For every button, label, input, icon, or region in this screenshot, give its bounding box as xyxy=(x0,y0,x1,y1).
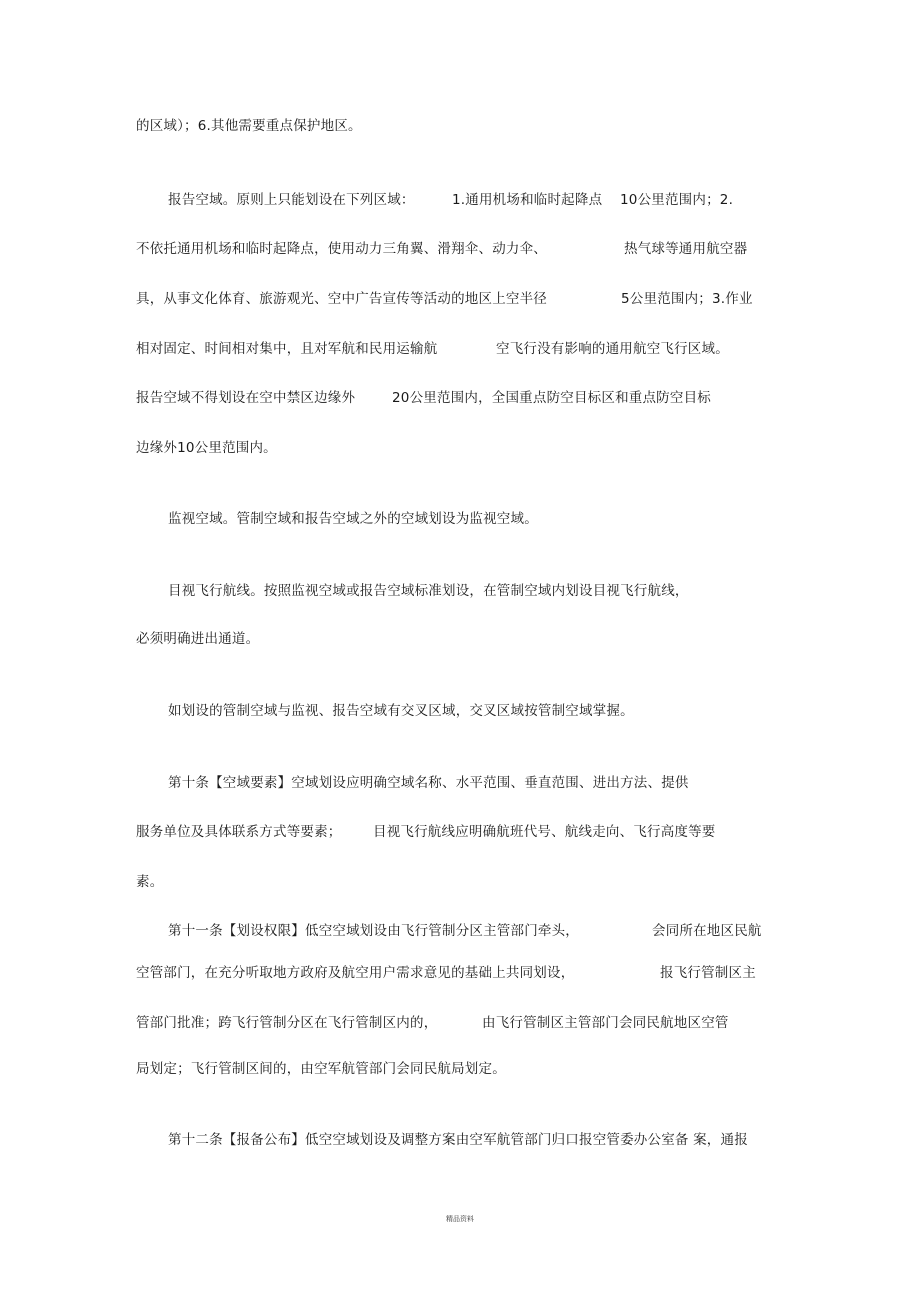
text-line: 20公里范围内，全国重点防空目标区和重点防空目标 xyxy=(392,390,711,406)
text-line: 10公里范围内；2. xyxy=(620,192,734,208)
text-line: 局划定；飞行管制区间的，由空军航管部门会同民航局划定。 xyxy=(136,1061,506,1077)
text-line: 服务单位及具体联系方式等要素； xyxy=(136,824,342,840)
text-line: 报飞行管制区主 xyxy=(660,965,756,981)
text-line: 边缘外10公里范围内。 xyxy=(136,440,277,456)
text-line: 空管部门，在充分听取地方政府及航空用户需求意见的基础上共同划设， xyxy=(136,965,575,981)
text-line: 管部门批准；跨飞行管制分区在飞行管制区内的， xyxy=(136,1015,438,1031)
text-line: 由飞行管制区主管部门会同民航地区空管 xyxy=(482,1015,729,1031)
text-line: 第十一条【划设权限】低空空域划设由飞行管制分区主管部门牵头， xyxy=(168,923,579,939)
text-line: 不依托通用机场和临时起降点，使用动力三角翼、滑翔伞、动力伞、 xyxy=(136,241,547,257)
text-line: 第十二条【报备公布】低空空域划设及调整方案由空军航管部门归口报空管委办公室备 案，通报 xyxy=(168,1132,748,1148)
text-line: 热气球等通用航空器 xyxy=(624,241,748,257)
text-line: 的区域）；6.其他需要重点保护地区。 xyxy=(136,118,362,134)
text-line: 必须明确进出通道。 xyxy=(136,631,260,647)
text-line: 目视飞行航线。按照监视空域或报告空域标准划设，在管制空域内划设目视飞行航线， xyxy=(168,583,689,599)
text-line: 报告空域。原则上只能划设在下列区域： xyxy=(168,192,415,208)
text-line: 监视空域。管制空域和报告空域之外的空域划设为监视空域。 xyxy=(168,511,538,527)
text-line: 会同所在地区民航 xyxy=(652,923,762,939)
page-footer: 精品资料 xyxy=(446,1215,474,1223)
text-line: 5公里范围内；3.作业 xyxy=(621,291,753,307)
text-line: 具，从事文化体育、旅游观光、空中广告宣传等活动的地区上空半径 xyxy=(136,291,547,307)
text-line: 第十条【空域要素】空域划设应明确空域名称、水平范围、垂直范围、进出方法、提供 xyxy=(168,775,689,791)
text-line: 如划设的管制空域与监视、报告空域有交叉区域，交叉区域按管制空域掌握。 xyxy=(168,703,634,719)
text-line: 报告空域不得划设在空中禁区边缘外 xyxy=(136,390,356,406)
text-line: 相对固定、时间相对集中，且对军航和民用运输航 xyxy=(136,341,438,357)
text-line: 素。 xyxy=(136,874,164,890)
text-line: 目视飞行航线应明确航班代号、航线走向、飞行高度等要 xyxy=(373,824,716,840)
text-line: 1.通用机场和临时起降点 xyxy=(452,192,603,208)
text-line: 空飞行没有影响的通用航空飞行区域。 xyxy=(496,341,729,357)
